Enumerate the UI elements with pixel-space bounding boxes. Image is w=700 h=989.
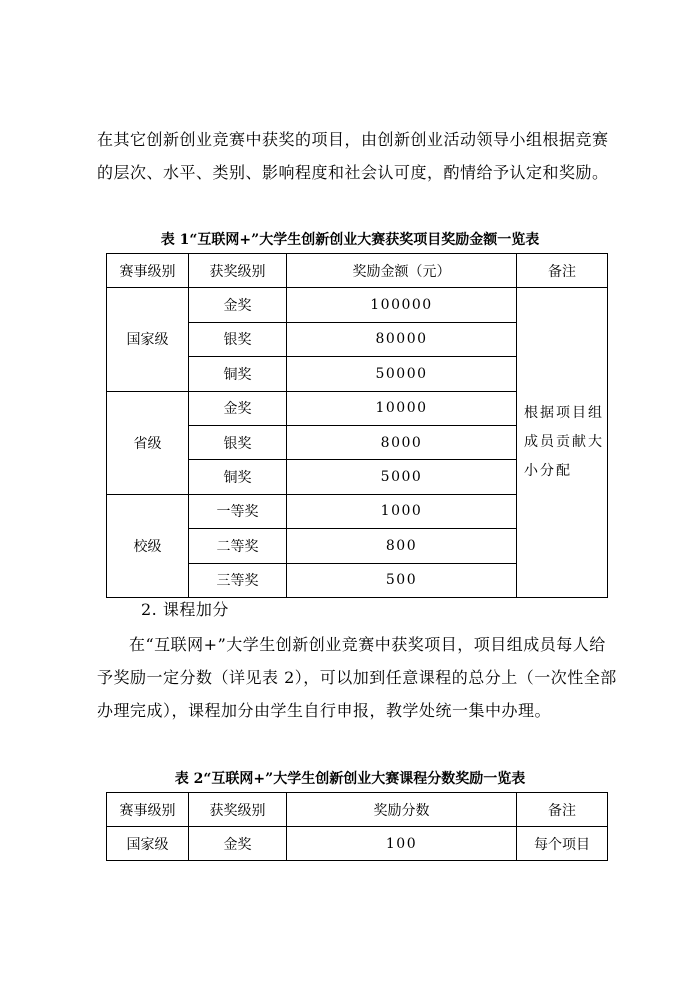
header-event-level: 赛事级别	[107, 793, 189, 827]
table1-caption: 表 1“互联网+”大学生创新创业大赛获奖项目奖励金额一览表	[160, 232, 540, 248]
intro-paragraph: 在其它创新创业竞赛中获奖的项目，由创新创业活动领导小组根据竞赛的层次、水平、类别、影响程度和社会认可度，酌情给予认定和奖励。	[97, 130, 609, 182]
header-note: 备注	[517, 254, 608, 288]
amount-cell: 80000	[287, 322, 517, 356]
table2-caption: 表 2“互联网+”大学生创新创业大赛课程分数奖励一览表	[174, 771, 526, 787]
section-heading: 2. 课程加分	[141, 600, 229, 619]
amount-cell: 800	[287, 529, 517, 563]
award-level-cell: 一等奖	[189, 494, 287, 528]
event-level-cell: 省级	[107, 391, 189, 494]
award-level-cell: 银奖	[189, 425, 287, 459]
header-note: 备注	[517, 793, 608, 827]
header-award-amount: 奖励金额（元）	[287, 254, 517, 288]
award-level-cell: 三等奖	[189, 563, 287, 597]
award-level-cell: 金奖	[189, 827, 287, 861]
amount-cell: 100000	[287, 288, 517, 322]
event-level-cell: 国家级	[107, 288, 189, 391]
amount-cell: 5000	[287, 460, 517, 494]
event-level-cell: 国家级	[107, 827, 189, 861]
header-award-level: 获奖级别	[189, 793, 287, 827]
header-award-level: 获奖级别	[189, 254, 287, 288]
header-event-level: 赛事级别	[107, 254, 189, 288]
award-level-cell: 金奖	[189, 391, 287, 425]
amount-cell: 1000	[287, 494, 517, 528]
note-cell: 根据项目组成员贡献大小分配	[517, 288, 608, 598]
note-cell: 每个项目	[517, 827, 608, 861]
table-row	[107, 827, 608, 861]
score-cell: 100	[287, 827, 517, 861]
amount-cell: 50000	[287, 357, 517, 391]
award-level-cell: 金奖	[189, 288, 287, 322]
amount-cell: 10000	[287, 391, 517, 425]
header-award-score: 奖励分数	[287, 793, 517, 827]
table2-course-scores	[106, 792, 608, 861]
award-level-cell: 二等奖	[189, 529, 287, 563]
amount-cell: 8000	[287, 425, 517, 459]
table1-award-amounts	[106, 253, 608, 598]
amount-cell: 500	[287, 563, 517, 597]
table-header-row	[107, 254, 608, 288]
event-level-cell: 校级	[107, 494, 189, 597]
award-level-cell: 银奖	[189, 322, 287, 356]
table-row	[107, 288, 608, 322]
award-level-cell: 铜奖	[189, 460, 287, 494]
course-bonus-paragraph: 在“互联网+”大学生创新创业竞赛中获奖项目，项目组成员每人给予奖励一定分数（详见表 2），可以加到任意课程的总分上（一次性全部办理完成），课程加分由学生自行申报，教学处统一集中办理。	[97, 635, 617, 720]
table-header-row	[107, 793, 608, 827]
award-level-cell: 铜奖	[189, 357, 287, 391]
